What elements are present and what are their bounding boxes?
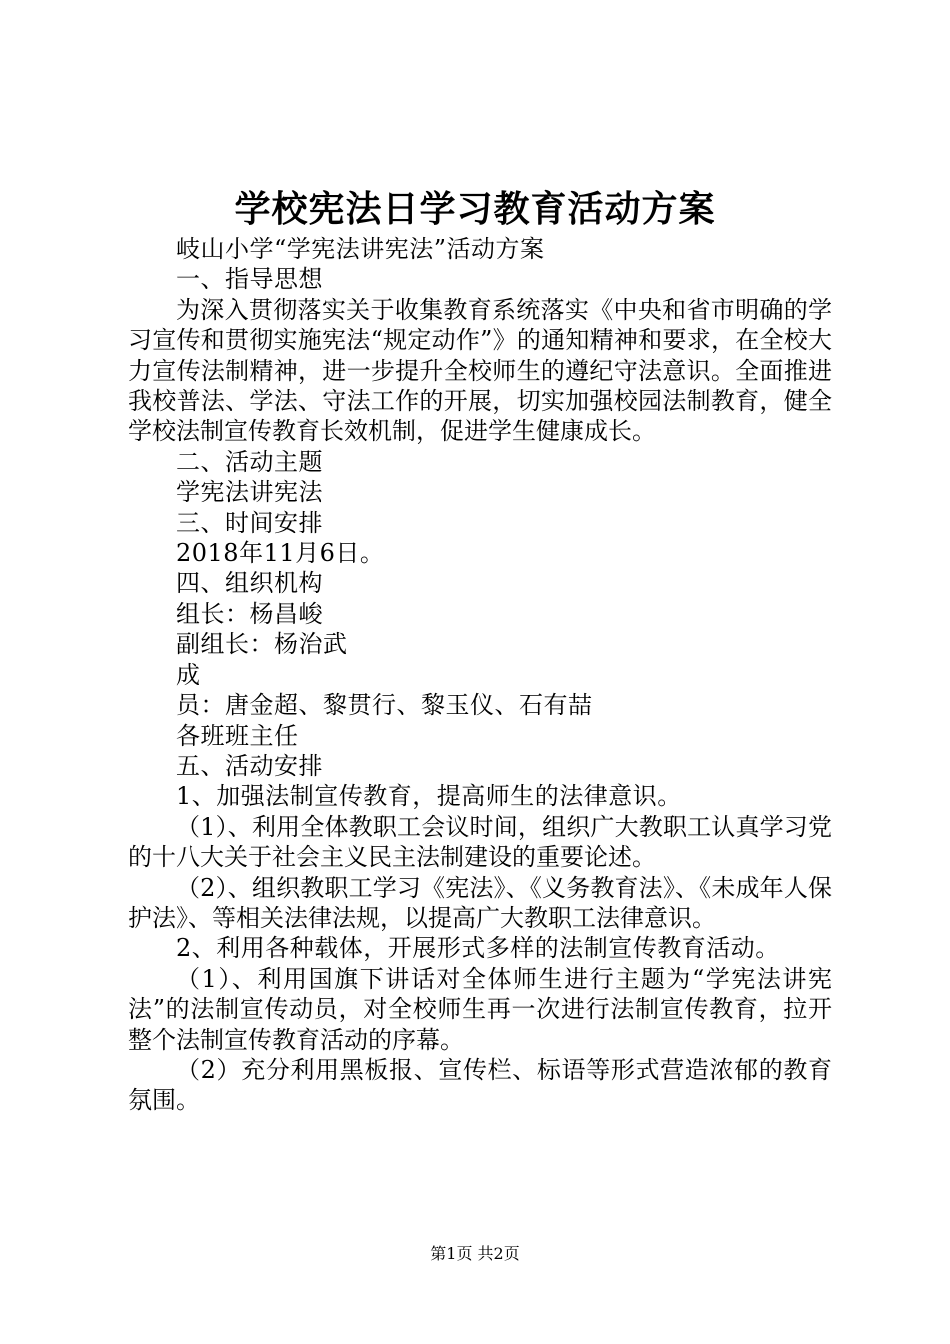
paragraph-schedule-date: 2018年11月6日。 (176, 539, 385, 568)
page-number-footer: 第1页 共2页 (430, 1244, 520, 1263)
section-heading-organization: 四、组织机构 (176, 569, 323, 598)
paragraph-subtitle: 岐山小学“学宪法讲宪法”活动方案 (176, 235, 545, 263)
paragraph-item-2-1: （1）、利用国旗下讲话对全体师生进行主题为“学宪法讲宪法”的法制宣传动员，对全校师生再一次进行法制宣传教育，拉开整个法制宣传教育活动的序幕。 (128, 964, 832, 1054)
paragraph-item-2-2: （2）充分利用黑板报、宣传栏、标语等形式营造浓郁的教育氛围。 (128, 1055, 832, 1115)
section-heading-activity-theme: 二、活动主题 (176, 447, 323, 476)
paragraph-activity-theme: 学宪法讲宪法 (176, 478, 323, 507)
paragraph-guiding-ideology: 为深入贯彻落实关于收集教育系统落实《中央和省市明确的学习宣传和贯彻实施宪法“规定动作”》的通知精神和要求，在全校大力宣传法制精神，进一步提升全校师生的遵纪守法意识。全面推进我校普法、学法、守法工作的开展，切实加强校园法制教育，健全学校法制宣传教育长效机制，促进学生健康成长。 (128, 295, 832, 446)
paragraph-item-2: 2、利用各种载体，开展形式多样的法制宣传教育活动。 (176, 934, 780, 963)
section-heading-guiding-ideology: 一、指导思想 (176, 265, 323, 294)
document-body (128, 234, 832, 1116)
document-title: 学校宪法日学习教育活动方案 (234, 188, 716, 230)
paragraph-item-1-2: （2）、组织教职工学习《宪法》、《义务教育法》、《未成年人保护法》、等相关法律法规，以提高广大教职工法律意识。 (128, 873, 832, 932)
paragraph-members: 员：唐金超、黎贯行、黎玉仪、石有喆 (176, 691, 593, 720)
paragraph-leader: 组长：杨昌峻 (176, 599, 323, 628)
section-heading-schedule: 三、时间安排 (176, 508, 323, 537)
paragraph-item-1-1: （1）、利用全体教职工会议时间，组织广大教职工认真学习党的十八大关于社会主义民主法制建设的重要论述。 (128, 812, 832, 872)
paragraph-class-teachers: 各班班主任 (176, 721, 299, 750)
section-heading-activity-arrangement: 五、活动安排 (176, 751, 323, 780)
paragraph-members-label: 成 (176, 660, 201, 689)
paragraph-deputy-leader: 副组长：杨治武 (176, 630, 348, 659)
paragraph-item-1: 1、加强法制宣传教育，提高师生的法律意识。 (176, 782, 682, 811)
